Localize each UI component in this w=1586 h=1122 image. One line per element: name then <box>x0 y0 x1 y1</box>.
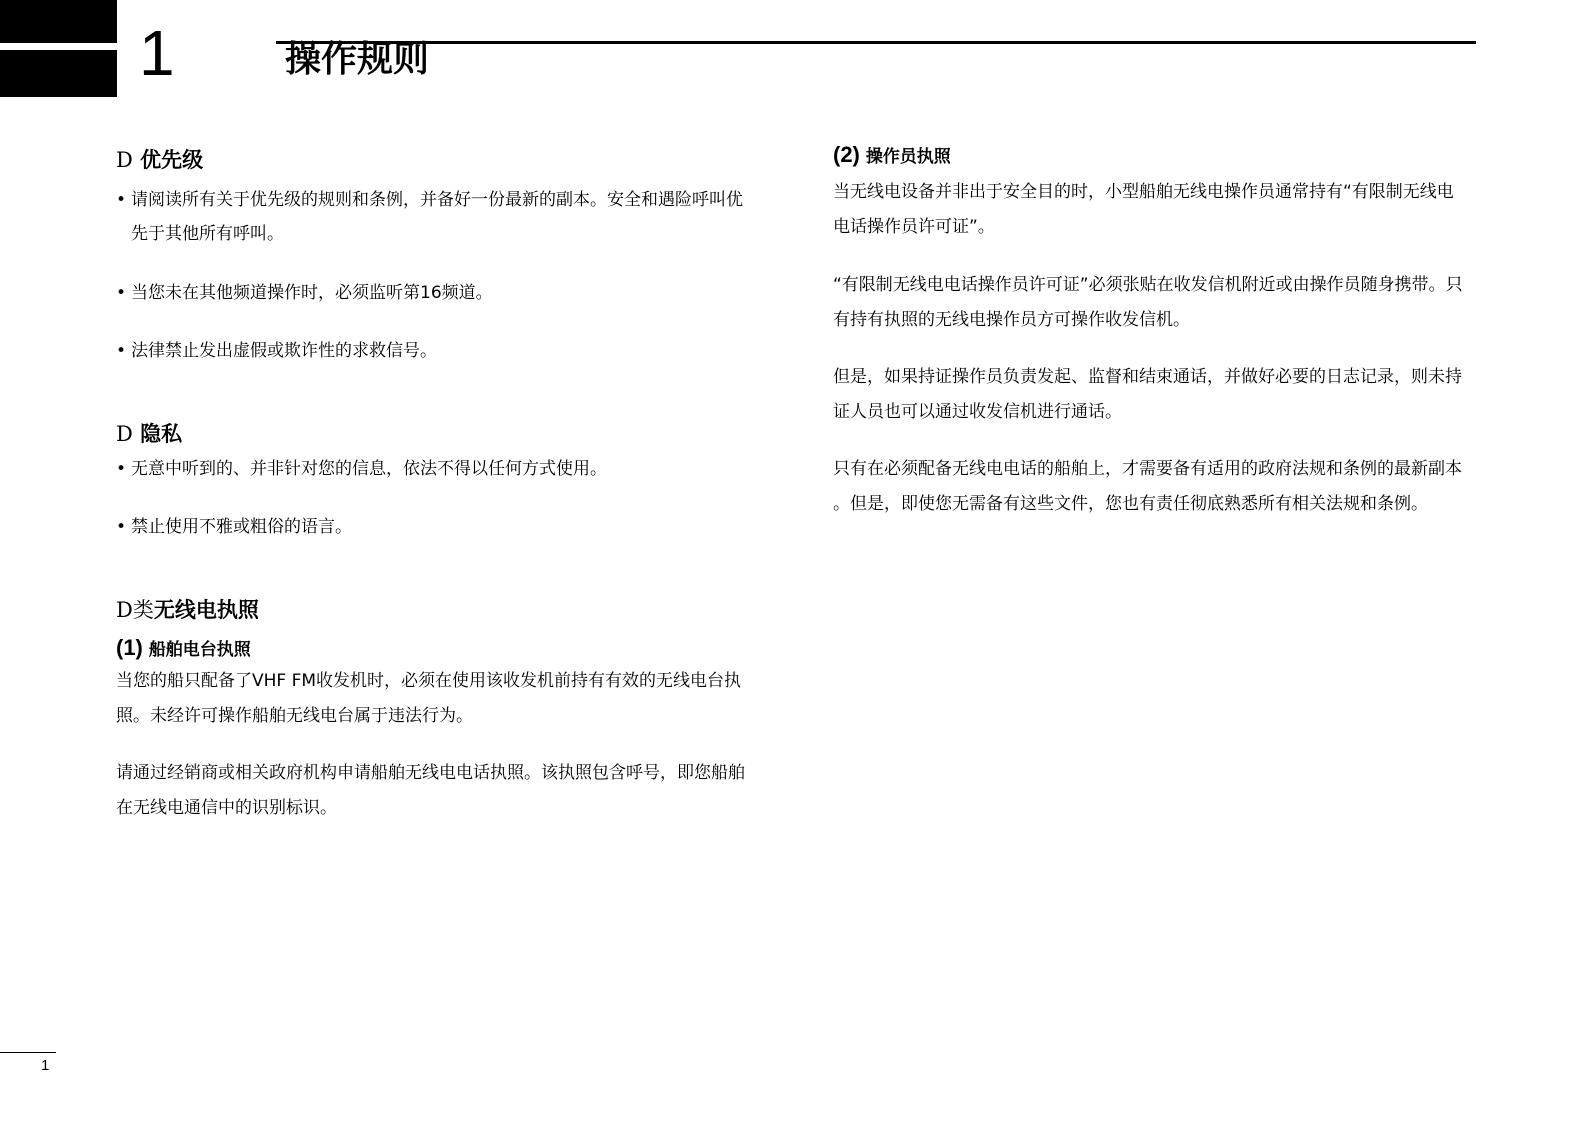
bullet-dot: • <box>116 190 127 210</box>
bullet-dot: • <box>116 517 127 537</box>
paragraph-line: 。但是，即使您无需备有这些文件，您也有责任彻底熟悉所有相关法规和条例。 <box>833 494 1428 514</box>
paragraph-line: 有持有执照的无线电操作员方可操作收发信机。 <box>833 310 1190 330</box>
bullet-line: 先于其他所有呼叫。 <box>131 224 284 244</box>
bullet-line: 法律禁止发出虚假或欺诈性的求救信号。 <box>131 341 437 361</box>
paragraph-line: 请通过经销商或相关政府机构申请船舶无线电电话执照。该执照包含呼号，即您船舶 <box>116 763 745 783</box>
ship-license-title: 船舶电台执照 <box>148 640 251 660</box>
page-number: 1 <box>41 1057 50 1074</box>
paragraph-line: 当您的船只配备了VHF FM收发机时，必须在使用该收发机前持有有效的无线电台执 <box>116 671 742 691</box>
priority-heading-text: 优先级 <box>140 148 204 172</box>
paragraph-line: 证人员也可以通过收发信机进行通话。 <box>833 402 1122 422</box>
paragraph-line: “有限制无线电电话操作员许可证”必须张贴在收发信机附近或由操作员随身携带。只 <box>833 275 1463 295</box>
ship-license-number: (1) <box>116 635 143 660</box>
bullet-line: 无意中听到的、并非针对您的信息，依法不得以任何方式使用。 <box>131 459 607 479</box>
priority-marker: D <box>116 148 133 172</box>
operator-license-title: 操作员执照 <box>865 147 951 167</box>
license-heading <box>116 596 259 624</box>
bullet-dot: • <box>116 283 127 303</box>
paragraph-line: 在无线电通信中的识别标识。 <box>116 798 337 818</box>
ship-license-subheading <box>116 635 251 663</box>
paragraph-line: 照。未经许可操作船舶无线电台属于违法行为。 <box>116 706 473 726</box>
bullet-dot: • <box>116 341 127 361</box>
paragraph-line: 当无线电设备并非出于安全目的时，小型船舶无线电操作员通常持有“有限制无线电 <box>833 182 1454 202</box>
bullet-line: 禁止使用不雅或粗俗的语言。 <box>131 517 352 537</box>
license-heading-text: 无线电执照 <box>153 598 259 622</box>
paragraph-line: 只有在必须配备无线电电话的船舶上，才需要备有适用的政府法规和条例的最新副本 <box>833 459 1462 479</box>
chapter-number: 1 <box>139 17 175 89</box>
paragraph-line: 但是，如果持证操作员负责发起、监督和结束通话，并做好必要的日志记录，则未持 <box>833 367 1462 387</box>
title-rule <box>276 41 1476 44</box>
license-prefix: 类 <box>132 598 154 622</box>
priority-heading <box>116 146 203 174</box>
privacy-heading-text: 隐私 <box>140 422 183 446</box>
license-marker: D <box>116 598 133 622</box>
operator-license-subheading <box>833 142 951 170</box>
chapter-title: 操作规则 <box>285 39 430 80</box>
bullet-line: 当您未在其他频道操作时，必须监听第16频道。 <box>131 283 493 303</box>
operator-license-number: (2) <box>833 142 860 167</box>
bullet-line: 请阅读所有关于优先级的规则和条例，并备好一份最新的副本。安全和遇险呼叫优 <box>131 190 743 210</box>
paragraph-line: 电话操作员许可证”。 <box>833 217 995 237</box>
chapter-tab-bottom <box>0 50 117 97</box>
bullet-dot: • <box>116 459 127 479</box>
privacy-marker: D <box>116 422 133 446</box>
privacy-heading <box>116 420 182 448</box>
chapter-tab-top <box>0 0 117 43</box>
footer-rule <box>0 1052 56 1053</box>
